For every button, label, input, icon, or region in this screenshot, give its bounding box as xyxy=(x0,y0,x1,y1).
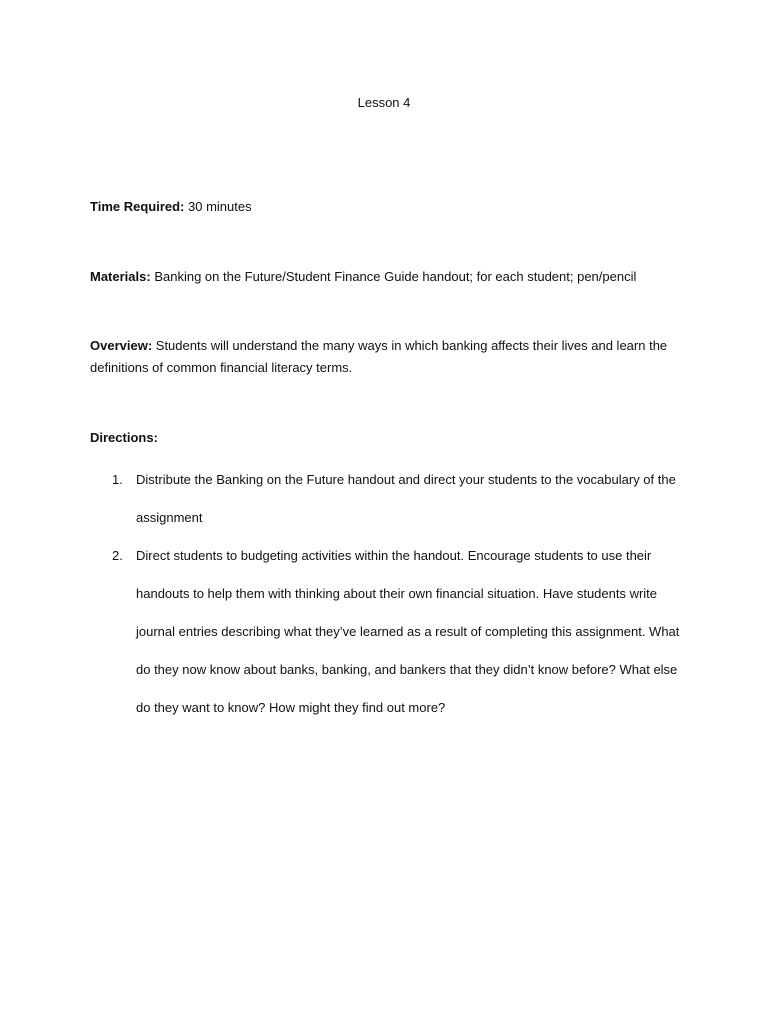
overview-label: Overview: xyxy=(90,338,153,353)
time-required-value: 30 minutes xyxy=(184,199,252,214)
overview-value: Students will understand the many ways in which banking affects their lives and learn the definitions of common financial literacy terms. xyxy=(90,338,668,375)
list-item-text: Direct students to budgeting activities within the handout. Encourage students to use their handouts to help them with thinking about their own financial situation. Have students write journal entries describing what they’ve learned as a result of completing this assignment. What do they now know about banks, banking, and bankers that they didn’t know before? What else do they want to know? How might they find out more? xyxy=(136,548,680,715)
time-required-label: Time Required: xyxy=(90,199,185,214)
materials xyxy=(90,266,690,288)
materials-value: Banking on the Future/Student Finance Guide handout; for each student; pen/pencil xyxy=(150,269,637,284)
list-item-number: 2. xyxy=(112,548,123,563)
overview xyxy=(90,335,690,379)
list-item xyxy=(90,461,690,537)
page-title: Lesson 4 xyxy=(357,95,411,110)
list-item-number: 1. xyxy=(112,472,123,487)
list-item-text: Distribute the Banking on the Future handout and direct your students to the vocabulary of the assignment xyxy=(136,472,676,525)
list-item xyxy=(90,537,690,727)
directions-label: Directions: xyxy=(90,430,158,445)
time-required xyxy=(90,196,690,218)
materials-label: Materials: xyxy=(90,269,151,284)
directions-list xyxy=(90,461,690,727)
directions-heading xyxy=(90,427,690,449)
